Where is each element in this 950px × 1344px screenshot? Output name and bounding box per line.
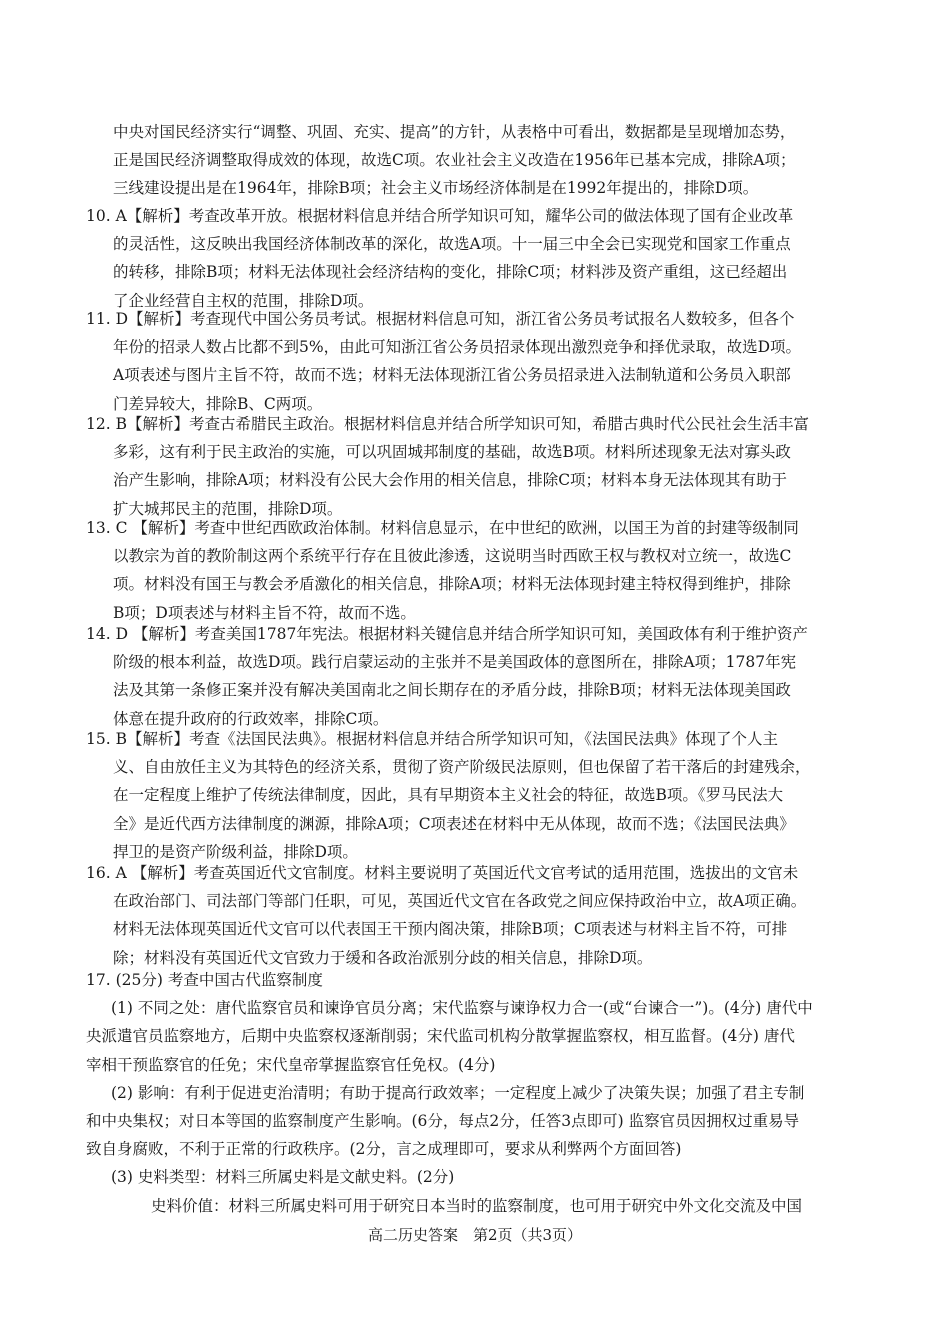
text-line: 材料无法体现英国近代文官可以代表国王干预内阁决策，排除B项；C项表述与材料主旨不符，可排 — [113, 920, 788, 939]
text-line: 年份的招录人数占比都不到5%，由此可知浙江省公务员招录体现出激烈竞争和择优录取，故选D项。 — [113, 338, 802, 357]
text-line: 在政治部门、司法部门等部门任职，可见，英国近代文官在各政党之间应保持政治中立，故A项正确。 — [113, 892, 807, 911]
text-line: 13. C 【解析】考查中世纪西欧政治体制。材料信息显示，在中世纪的欧洲，以国王为首的封建等级制同 — [86, 519, 799, 537]
text-line: (2) 影响：有利于促进吏治清明；有助于提高行政效率；一定程度上减少了决策失误；加强了君主专制 — [111, 1083, 805, 1102]
text-line: 治产生影响，排除A项；材料没有公民大会作用的相关信息，排除C项；材料本身无法体现其有助于 — [113, 471, 788, 490]
text-line: 在一定程度上维护了传统法律制度，因此，具有早期资本主义社会的特征，故选B项。《罗马民法大 — [113, 786, 784, 805]
text-line: (3) 史料类型：材料三所属史料是文献史料。(2分) — [111, 1168, 455, 1187]
text-line: 15. B【解析】考查《法国民法典》。根据材料信息并结合所学知识可知，《法国民法典》体现了个人主 — [86, 730, 778, 748]
text-line: 的转移，排除B项；材料无法体现社会经济结构的变化，排除C项；材料涉及资产重组，这已经超出 — [113, 263, 788, 282]
text-line: 扩大城邦民主的范围，排除D项。 — [113, 499, 343, 518]
text-line: 央派遣官员监察地方，后期中央监察权逐渐削弱；宋代监司机构分散掌握监察权，相互监督。(4分) 唐代 — [86, 1027, 795, 1046]
text-line: 11. D【解析】考查现代中国公务员考试。根据材料信息可知，浙江省公务员考试报名人数较多，但各个 — [86, 310, 795, 328]
text-line: 体意在提升政府的行政效率，排除C项。 — [113, 709, 389, 728]
answer-item-11 — [86, 305, 868, 418]
text-line: 门差异较大，排除B、C两项。 — [113, 394, 323, 413]
text-line: 的灵活性，这反映出我国经济体制改革的深化，故选A项。十一届三中全会已实现党和国家工作重点 — [113, 235, 791, 254]
text-line: A项表述与图片主旨不符，故而不选；材料无法体现浙江省公务员招录进入法制轨道和公务员入职部 — [113, 366, 791, 385]
text-line: 了企业经营自主权的范围，排除D项。 — [113, 291, 374, 310]
answer-item-10 — [86, 202, 868, 315]
answer-item-16 — [86, 859, 868, 972]
text-line: 致自身腐败，不利于正常的行政秩序。(2分，言之成理即可，要求从利弊两个方面回答) — [86, 1140, 682, 1159]
text-line: 史料价值：材料三所属史料可用于研究日本当时的监察制度，也可用于研究中外文化交流及中国 — [151, 1196, 803, 1215]
text-line: 多彩，这有利于民主政治的实施，可以巩固城邦制度的基础，故选B项。材料所述现象无法对寡头政 — [113, 443, 791, 462]
answer-item-13 — [86, 514, 868, 627]
answer-item-14 — [86, 620, 868, 733]
text-line: 阶级的根本利益，故选D项。践行启蒙运动的主张并不是美国政体的意图所在，排除A项；1787年宪 — [113, 653, 797, 672]
text-line: 16. A 【解析】考查英国近代文官制度。材料主要说明了英国近代文官考试的适用范围，选拔出的文官未 — [86, 864, 799, 882]
question-heading: 17. (25分) 考查中国古代监察制度 — [86, 971, 323, 989]
text-line: 以教宗为首的教阶制这两个系统平行存在且彼此渗透，这说明当时西欧王权与教权对立统一，故选C — [113, 547, 792, 566]
text-line: 和中央集权；对日本等国的监察制度产生影响。(6分，每点2分，任答3点即可) 监察官员因拥权过重易导 — [86, 1112, 800, 1131]
text-line: 三线建设提出是在1964年，排除B项；社会主义市场经济体制是在1992年提出的，排除D项。 — [113, 179, 759, 198]
text-line: 全》是近代西方法律制度的渊源，排除A项；C项表述在材料中无从体现，故而不选；《法国民法典》 — [113, 814, 795, 833]
text-line: 14. D 【解析】考查美国1787年宪法。根据材料关键信息并结合所学知识可知，美国政体有利于维护资产 — [86, 625, 808, 643]
text-line: 法及其第一条修正案并没有解决美国南北之间长期存在的矛盾分歧，排除B项；材料无法体现美国政 — [113, 681, 791, 700]
text-line: 12. B【解析】考查古希腊民主政治。根据材料信息并结合所学知识可知，希腊古典时代公民社会生活丰富 — [86, 415, 809, 433]
text-line: 项。材料没有国王与教会矛盾激化的相关信息，排除A项；材料无法体现封建主特权得到维护，排除 — [113, 575, 791, 594]
text-line: 正是国民经济调整取得成效的体现，故选C项。农业社会主义改造在1956年已基本完成，排除A项； — [113, 151, 796, 170]
text-line: B项；D项表述与材料主旨不符，故而不选。 — [113, 603, 416, 622]
text-line: 除；材料没有英国近代文官致力于缓和各政治派别分歧的相关信息，排除D项。 — [113, 948, 653, 967]
answer-item-12 — [86, 410, 868, 523]
page-footer: 高二历史答案 第2页（共3页） — [367, 1226, 583, 1244]
text-line: 义、自由放任主义为其特色的经济关系，贯彻了资产阶级民法原则，但也保留了若干落后的封建残余， — [113, 758, 811, 777]
text-line: 宰相干预监察官的任免；宋代皇帝掌握监察官任免权。(4分) — [86, 1055, 496, 1074]
text-line: 中央对国民经济实行“调整、巩固、充实、提高”的方针，从表格中可看出，数据都是呈现增加态势， — [113, 123, 796, 141]
answer-item-15 — [86, 725, 868, 866]
intro-paragraph — [86, 118, 868, 203]
text-line: 捍卫的是资产阶级利益，排除D项。 — [113, 842, 358, 861]
text-line: 10. A【解析】考查改革开放。根据材料信息并结合所学知识可知，耀华公司的做法体现了国有企业改革 — [86, 207, 794, 225]
answer-item-17 — [86, 966, 868, 1220]
text-line: (1) 不同之处：唐代监察官员和谏诤官员分离；宋代监察与谏诤权力合一(或“台谏合一”)。(4分) 唐代中 — [111, 999, 813, 1018]
